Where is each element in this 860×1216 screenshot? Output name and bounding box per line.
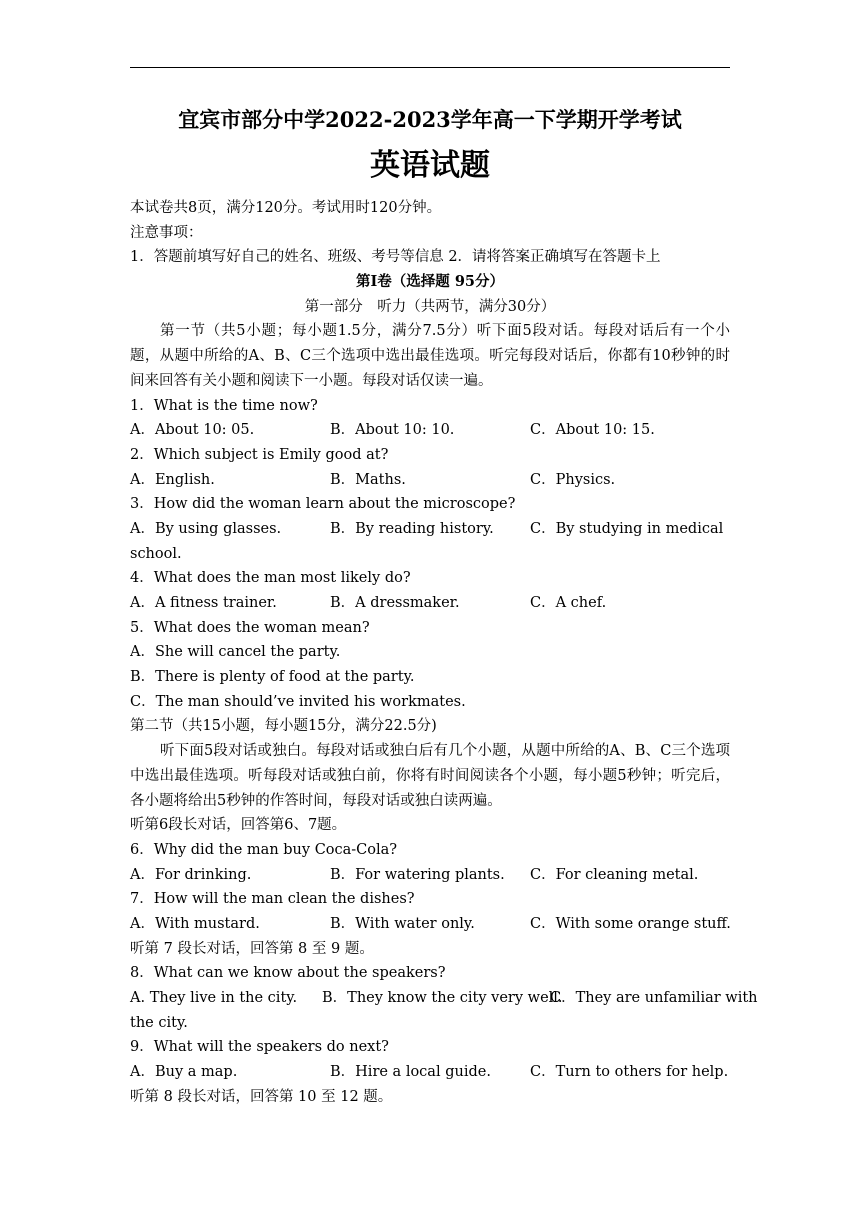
question-4-stem: 4．What does the man most likely do? <box>130 570 411 587</box>
option-a: A．By using glasses. <box>130 520 282 537</box>
question-2-options <box>130 468 730 493</box>
question-3-stem: 3．How did the woman learn about the microscope? <box>130 496 516 513</box>
option-b: B．For watering plants. <box>330 866 505 883</box>
exam-info: 本试卷共8页，满分120分。考试用时120分钟。 <box>130 200 442 216</box>
question-2-stem: 2．Which subject is Emily good at? <box>130 446 389 463</box>
volume-title: 第I卷（选择题 95分） <box>355 273 504 291</box>
option-c: C．A chef. <box>530 595 607 612</box>
option-a: A．With mustard. <box>130 916 260 932</box>
option-c: C．Physics. <box>530 471 616 488</box>
option-c: C．Turn to others for help. <box>530 1064 729 1081</box>
option-c: C．With some orange stuff. <box>530 916 731 932</box>
option-b: B．They know the city very well. <box>322 990 563 1007</box>
option-b: B．By reading history. <box>330 520 494 537</box>
option-c: C．About 10: 15. <box>530 422 655 439</box>
exam-subject: 英语试题 <box>370 148 490 183</box>
question-8-options <box>130 986 758 1011</box>
option-c: C．The man should’ve invited his workmates. <box>130 693 466 710</box>
dialog-7-instruction: 听第 7 段长对话，回答第 8 至 9 题。 <box>130 940 374 957</box>
option-a: A．English. <box>130 471 215 488</box>
question-1-options <box>130 418 730 443</box>
option-a: A．Buy a map. <box>130 1064 238 1081</box>
question-9-options <box>130 1060 730 1085</box>
option-c: C．They are unfamiliar with <box>550 990 758 1007</box>
section1-instructions: 第一节（共5小题；每小题1.5分，满分7.5分）听下面5段对话。每段对话后有一个小题，从题中所给的A、B、C三个选项中选出最佳选项。听完每段对话后，你都有10秒钟的时间来回答有关小题和阅读下一小题。每段对话仅读一遍。 <box>130 323 730 389</box>
option-c-continuation: the city. <box>130 1014 188 1031</box>
option-b: B．With water only. <box>330 916 475 932</box>
exam-content <box>130 104 758 1110</box>
question-6-options <box>130 863 730 888</box>
option-a: A．A fitness trainer. <box>130 595 277 612</box>
dialog-6-instruction: 听第6段长对话，回答第6、7题。 <box>130 817 347 834</box>
option-b: B．A dressmaker. <box>330 595 460 612</box>
option-b: B．Hire a local guide. <box>330 1064 491 1081</box>
section2-instructions: 听下面5段对话或独白。每段对话或独白后有几个小题，从题中所给的A、B、C三个选项中选出最佳选项。听每段对话或独白前，你将有时间阅读各个小题，每小题5秒钟；听完后，各小题将给出5秒钟的作答时间，每段对话或独白读两遍。 <box>130 743 730 809</box>
option-a: A．She will cancel the party. <box>130 644 341 661</box>
question-8-stem: 8．What can we know about the speakers? <box>130 965 446 982</box>
question-3-options <box>130 517 730 542</box>
option-b: B．Maths. <box>330 471 406 488</box>
question-9-stem: 9．What will the speakers do next? <box>130 1039 389 1056</box>
header-rule <box>130 67 730 68</box>
option-a: A．For drinking. <box>130 866 252 883</box>
option-b: B．About 10: 10. <box>330 422 455 439</box>
option-a: A．About 10: 05. <box>130 422 255 439</box>
option-a: A. They live in the city. <box>130 990 298 1007</box>
dialog-8-instruction: 听第 8 段长对话，回答第 10 至 12 题。 <box>130 1088 393 1105</box>
option-c: C．By studying in medical <box>530 520 724 537</box>
section2-title: 第二节（共15小题，每小题15分，满分22.5分) <box>130 718 437 735</box>
notice-label: 注意事项： <box>130 224 203 241</box>
question-7-options <box>130 912 730 937</box>
question-4-options <box>130 591 730 616</box>
part1-title: 第一部分 听力（共两节，满分30分） <box>304 298 556 315</box>
question-1-stem: 1．What is the time now? <box>130 397 318 414</box>
question-5-stem: 5．What does the woman mean? <box>130 619 370 636</box>
option-c: C．For cleaning metal. <box>530 866 699 883</box>
option-b: B．There is plenty of food at the party. <box>130 669 415 686</box>
option-c-continuation: school. <box>130 545 182 562</box>
exam-title: 宜宾市部分中学2022-2023学年高一下学期开学考试 <box>178 107 682 132</box>
question-6-stem: 6．Why did the man buy Coca-Cola? <box>130 841 398 858</box>
notice-item-1: 1．答题前填写好自己的姓名、班级、考号等信息 2．请将答案正确填写在答题卡上 <box>130 249 661 266</box>
question-7-stem: 7．How will the man clean the dishes? <box>130 891 415 908</box>
